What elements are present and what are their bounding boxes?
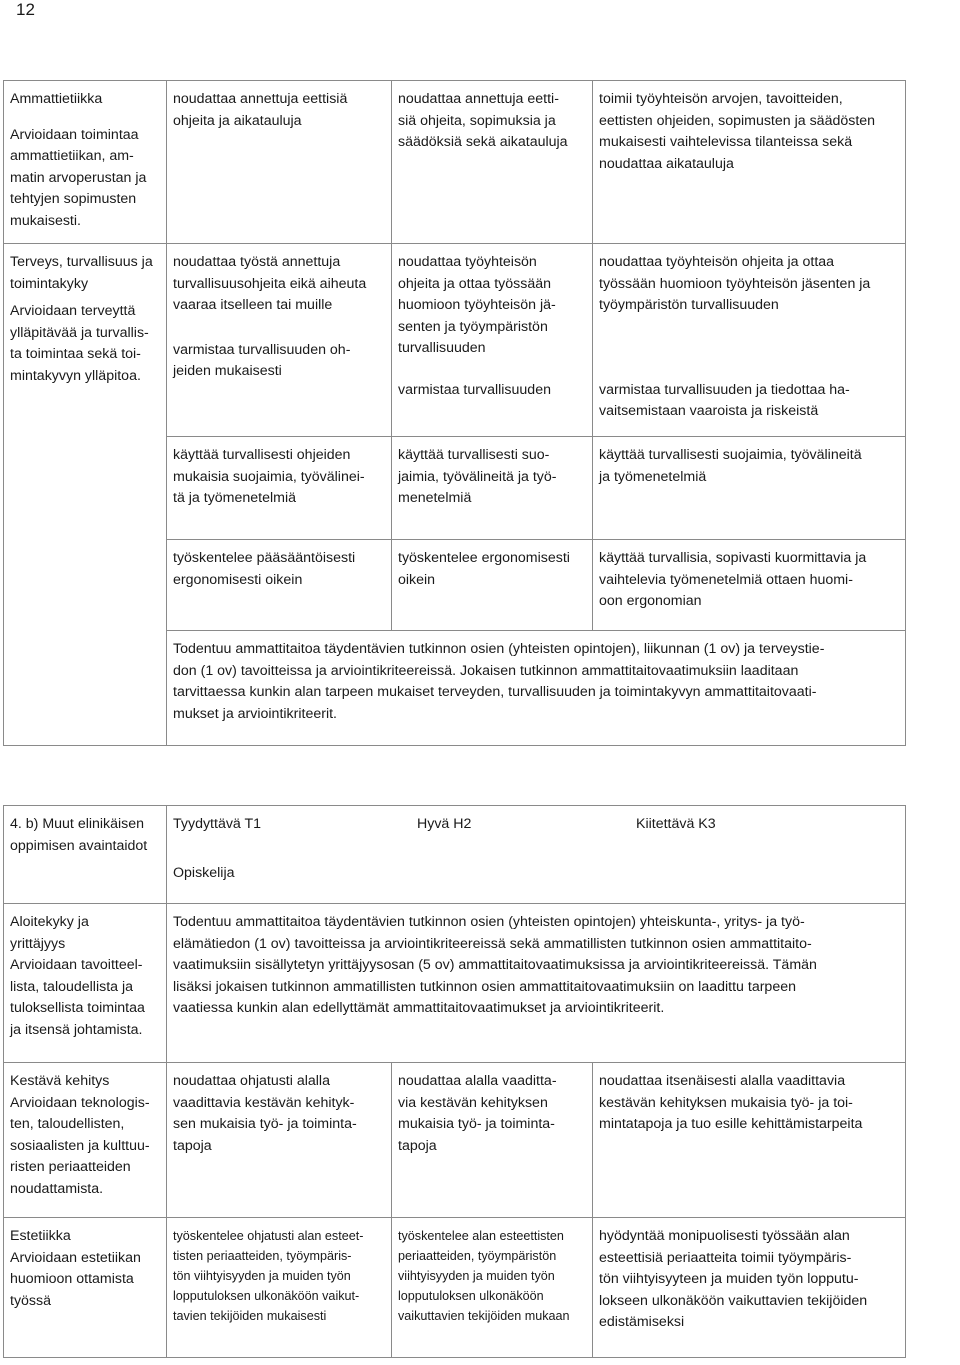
criterion-cell bbox=[4, 1063, 167, 1218]
header-opiskelija: Opiskelija bbox=[173, 864, 235, 881]
level-t1-cell bbox=[167, 1063, 392, 1218]
page-number: 12 bbox=[16, 0, 35, 19]
header-label: 4. b) Muut elinikäisen oppimisen avaintaidot bbox=[10, 816, 148, 854]
header-k3: Kiitettävä K3 bbox=[636, 816, 716, 832]
criterion-description: Arvioidaan teknologis- ten, taloudellisten, sosiaalisten ja kulttuu- risten periaatteiden noudattamista. bbox=[10, 1094, 150, 1197]
table-row-terveys bbox=[4, 244, 906, 437]
level-t1-text: käyttää turvallisesti ohjeiden mukaisia suojaimia, työvälinei- tä ja työmenetelmiä bbox=[173, 447, 365, 506]
criterion-cell bbox=[4, 244, 167, 746]
level-h2-cell bbox=[392, 1063, 593, 1218]
table-row-ammattietiikka bbox=[4, 81, 906, 244]
level-t1-text: noudattaa ohjatusti alalla vaadittavia kestävän kehityk- sen mukaisia työ- ja toiminta- tapoja bbox=[173, 1073, 357, 1154]
criterion-title: Terveys, turvallisuus ja toimintakyky bbox=[10, 254, 153, 292]
criterion-cell bbox=[4, 1218, 167, 1358]
level-t1-text: työskentelee pääsääntöisesti ergonomisesti oikein bbox=[173, 550, 356, 588]
criteria-table-1 bbox=[3, 80, 906, 746]
table-row-kestava bbox=[4, 1063, 906, 1218]
criteria-table-2 bbox=[3, 805, 906, 1358]
level-k3-text: hyödyntää monipuolisesti työssään alan esteettisiä periaatteita toimii työympäris- tön viihtyisyyteen ja muiden työn lopputu- lokseen ulkonäköön vaikuttavien tekijöiden edistämiseksi bbox=[599, 1228, 868, 1330]
level-k3-cell bbox=[593, 244, 906, 437]
level-k3-text: käyttää turvallisia, sopivasti kuormittavia ja vaihtelevia työmenetelmiä ottaen huomi- oon ergonomian bbox=[599, 550, 867, 609]
level-k3-cell bbox=[593, 437, 906, 540]
level-k3-text: noudattaa itsenäisesti alalla vaadittavia kestävän kehityksen mukaisia työ- ja toi- mintatapoja ja tuo esille kehittämistarpeita bbox=[599, 1073, 863, 1132]
level-h2-text: noudattaa annettuja eetti- siä ohjeita, sopimuksia ja säädöksiä sekä aikatauluja bbox=[398, 91, 568, 150]
level-h2-text: käyttää turvallisesti suo- jaimia, työvälineitä ja työ- menetelmiä bbox=[398, 447, 557, 506]
level-h2-cell bbox=[392, 81, 593, 244]
criterion-cell bbox=[4, 81, 167, 244]
header-label-cell bbox=[4, 806, 167, 904]
table-header-row bbox=[4, 806, 906, 904]
level-h2-text: työskentelee alan esteettisten periaatteiden, työympäristön viihtyisyyden ja muiden työn lopputuloksen ulkonäköön vaikuttavien tekijöiden mukaan bbox=[398, 1229, 570, 1323]
level-h2-cell bbox=[392, 1218, 593, 1358]
level-t1-text: noudattaa annettuja eettisiä ohjeita ja aikatauluja bbox=[173, 91, 348, 129]
criterion-title: Estetiikka bbox=[10, 1228, 71, 1244]
header-t1: Tyydyttävä T1 bbox=[173, 816, 262, 832]
note-cell bbox=[167, 631, 906, 746]
level-h2-cell bbox=[392, 437, 593, 540]
level-k3-text: varmistaa turvallisuuden ja tiedottaa ha- vaitsemistaan vaaroista ja riskeistä bbox=[599, 381, 850, 419]
criterion-title: Aloitekyky ja yrittäjyys bbox=[10, 914, 89, 952]
level-h2-cell bbox=[392, 244, 593, 437]
level-t1-cell bbox=[167, 244, 392, 437]
criterion-description: Arvioidaan terveyttä ylläpitävää ja turvallis- ta toimintaa sekä toi- mintakyvyn ylläpitoa. bbox=[10, 303, 149, 384]
level-k3-cell bbox=[593, 1218, 906, 1358]
criterion-title: Ammattietiikka bbox=[10, 91, 103, 107]
level-k3-text: käyttää turvallisesti suojaimia, työvälineitä ja työmenetelmiä bbox=[599, 447, 862, 485]
level-k3-text: noudattaa työyhteisön ohjeita ja ottaa työssään huomioon työyhteisön jäsenten ja työympäristön turvallisuuden bbox=[599, 254, 871, 313]
level-h2-text: työskentelee ergonomisesti oikein bbox=[398, 550, 570, 588]
level-h2-text: noudattaa työyhteisön ohjeita ja ottaa työssään huomioon työyhteisön jä- senten ja työympäristön turvallisuuden bbox=[398, 254, 556, 356]
table-row-estetiikka bbox=[4, 1218, 906, 1358]
table-row-aloitekyky bbox=[4, 904, 906, 1063]
note-text: Todentuu ammattitaitoa täydentävien tutkinnon osien (yhteisten opintojen), liikunnan (1 ov) ja terveystie- don (1 ov) tavoitteissa ja arviointikriteereissä. Jokaisen tutkinnon ammattitaitovaatimuksiin laaditaan tarvittaessa kunkin alan tarpeen mukaiset terveyden, turvallisuuden ja toimintakyvyn ammattitaitovaati- mukset ja arviointikriteerit. bbox=[173, 641, 825, 722]
level-h2-text: varmistaa turvallisuuden bbox=[398, 381, 551, 398]
level-k3-cell bbox=[593, 1063, 906, 1218]
level-t1-cell bbox=[167, 1218, 392, 1358]
criterion-cell bbox=[4, 904, 167, 1063]
criterion-description: Arvioidaan tavoitteel- lista, taloudellista ja tuloksellista toimintaa ja itsensä johtamista. bbox=[10, 957, 145, 1038]
level-k3-cell bbox=[593, 540, 906, 631]
criterion-description: Arvioidaan estetiikan huomioon ottamista työssä bbox=[10, 1249, 141, 1309]
header-h2: Hyvä H2 bbox=[417, 816, 472, 832]
level-t1-cell bbox=[167, 437, 392, 540]
level-t1-text: noudattaa työstä annettuja turvallisuusohjeita eikä aiheuta vaaraa itselleen tai muille bbox=[173, 254, 367, 313]
note-cell bbox=[167, 904, 906, 1063]
level-t1-cell bbox=[167, 81, 392, 244]
criterion-description: Arvioidaan toimintaa ammattietiikan, am- matin arvoperustan ja tehtyjen sopimusten mukaisesti. bbox=[10, 126, 147, 229]
level-h2-cell bbox=[392, 540, 593, 631]
note-text: Todentuu ammattitaitoa täydentävien tutkinnon osien (yhteisten opintojen) yhteiskunta-, yritys- ja työ- elämätiedon (1 ov) tavoitteissa ja arviointikriteereissä sekä ammatillisten tutkinnon osien ammattitaito- vaatimuksiin sisällytetyn yrittäjyysosan (5 ov) ammattitaitovaatimuksissa ja arviointikriteereissä. Tämän lisäksi jokaisen tutkinnon ammatillisten tutkinnon osien ammattitaitovaatimuksiin on laadittu tarpeen vaatiessa kunkin alan edellyttämät ammattitaitovaatimukset ja arviointikriteerit. bbox=[173, 914, 817, 1016]
level-k3-text: toimii työyhteisön arvojen, tavoitteiden, eettisten ohjeiden, sopimusten ja säädösten mukaisesti vaihtelevissa tilanteissa sekä noudattaa aikatauluja bbox=[599, 91, 876, 172]
level-t1-text: työskentelee ohjatusti alan esteet- tisten periaatteiden, työympäris- tön viihtyisyyden ja muiden työn lopputuloksen ulkonäköön vaikut- tavien tekijöiden mukaisesti bbox=[173, 1229, 364, 1323]
level-t1-cell bbox=[167, 540, 392, 631]
criterion-title: Kestävä kehitys bbox=[10, 1073, 110, 1089]
header-levels-cell bbox=[167, 806, 906, 904]
level-t1-text: varmistaa turvallisuuden oh- jeiden mukaisesti bbox=[173, 341, 351, 379]
level-k3-cell bbox=[593, 81, 906, 244]
level-h2-text: noudattaa alalla vaaditta- via kestävän kehityksen mukaisia työ- ja toiminta- tapoja bbox=[398, 1073, 557, 1154]
